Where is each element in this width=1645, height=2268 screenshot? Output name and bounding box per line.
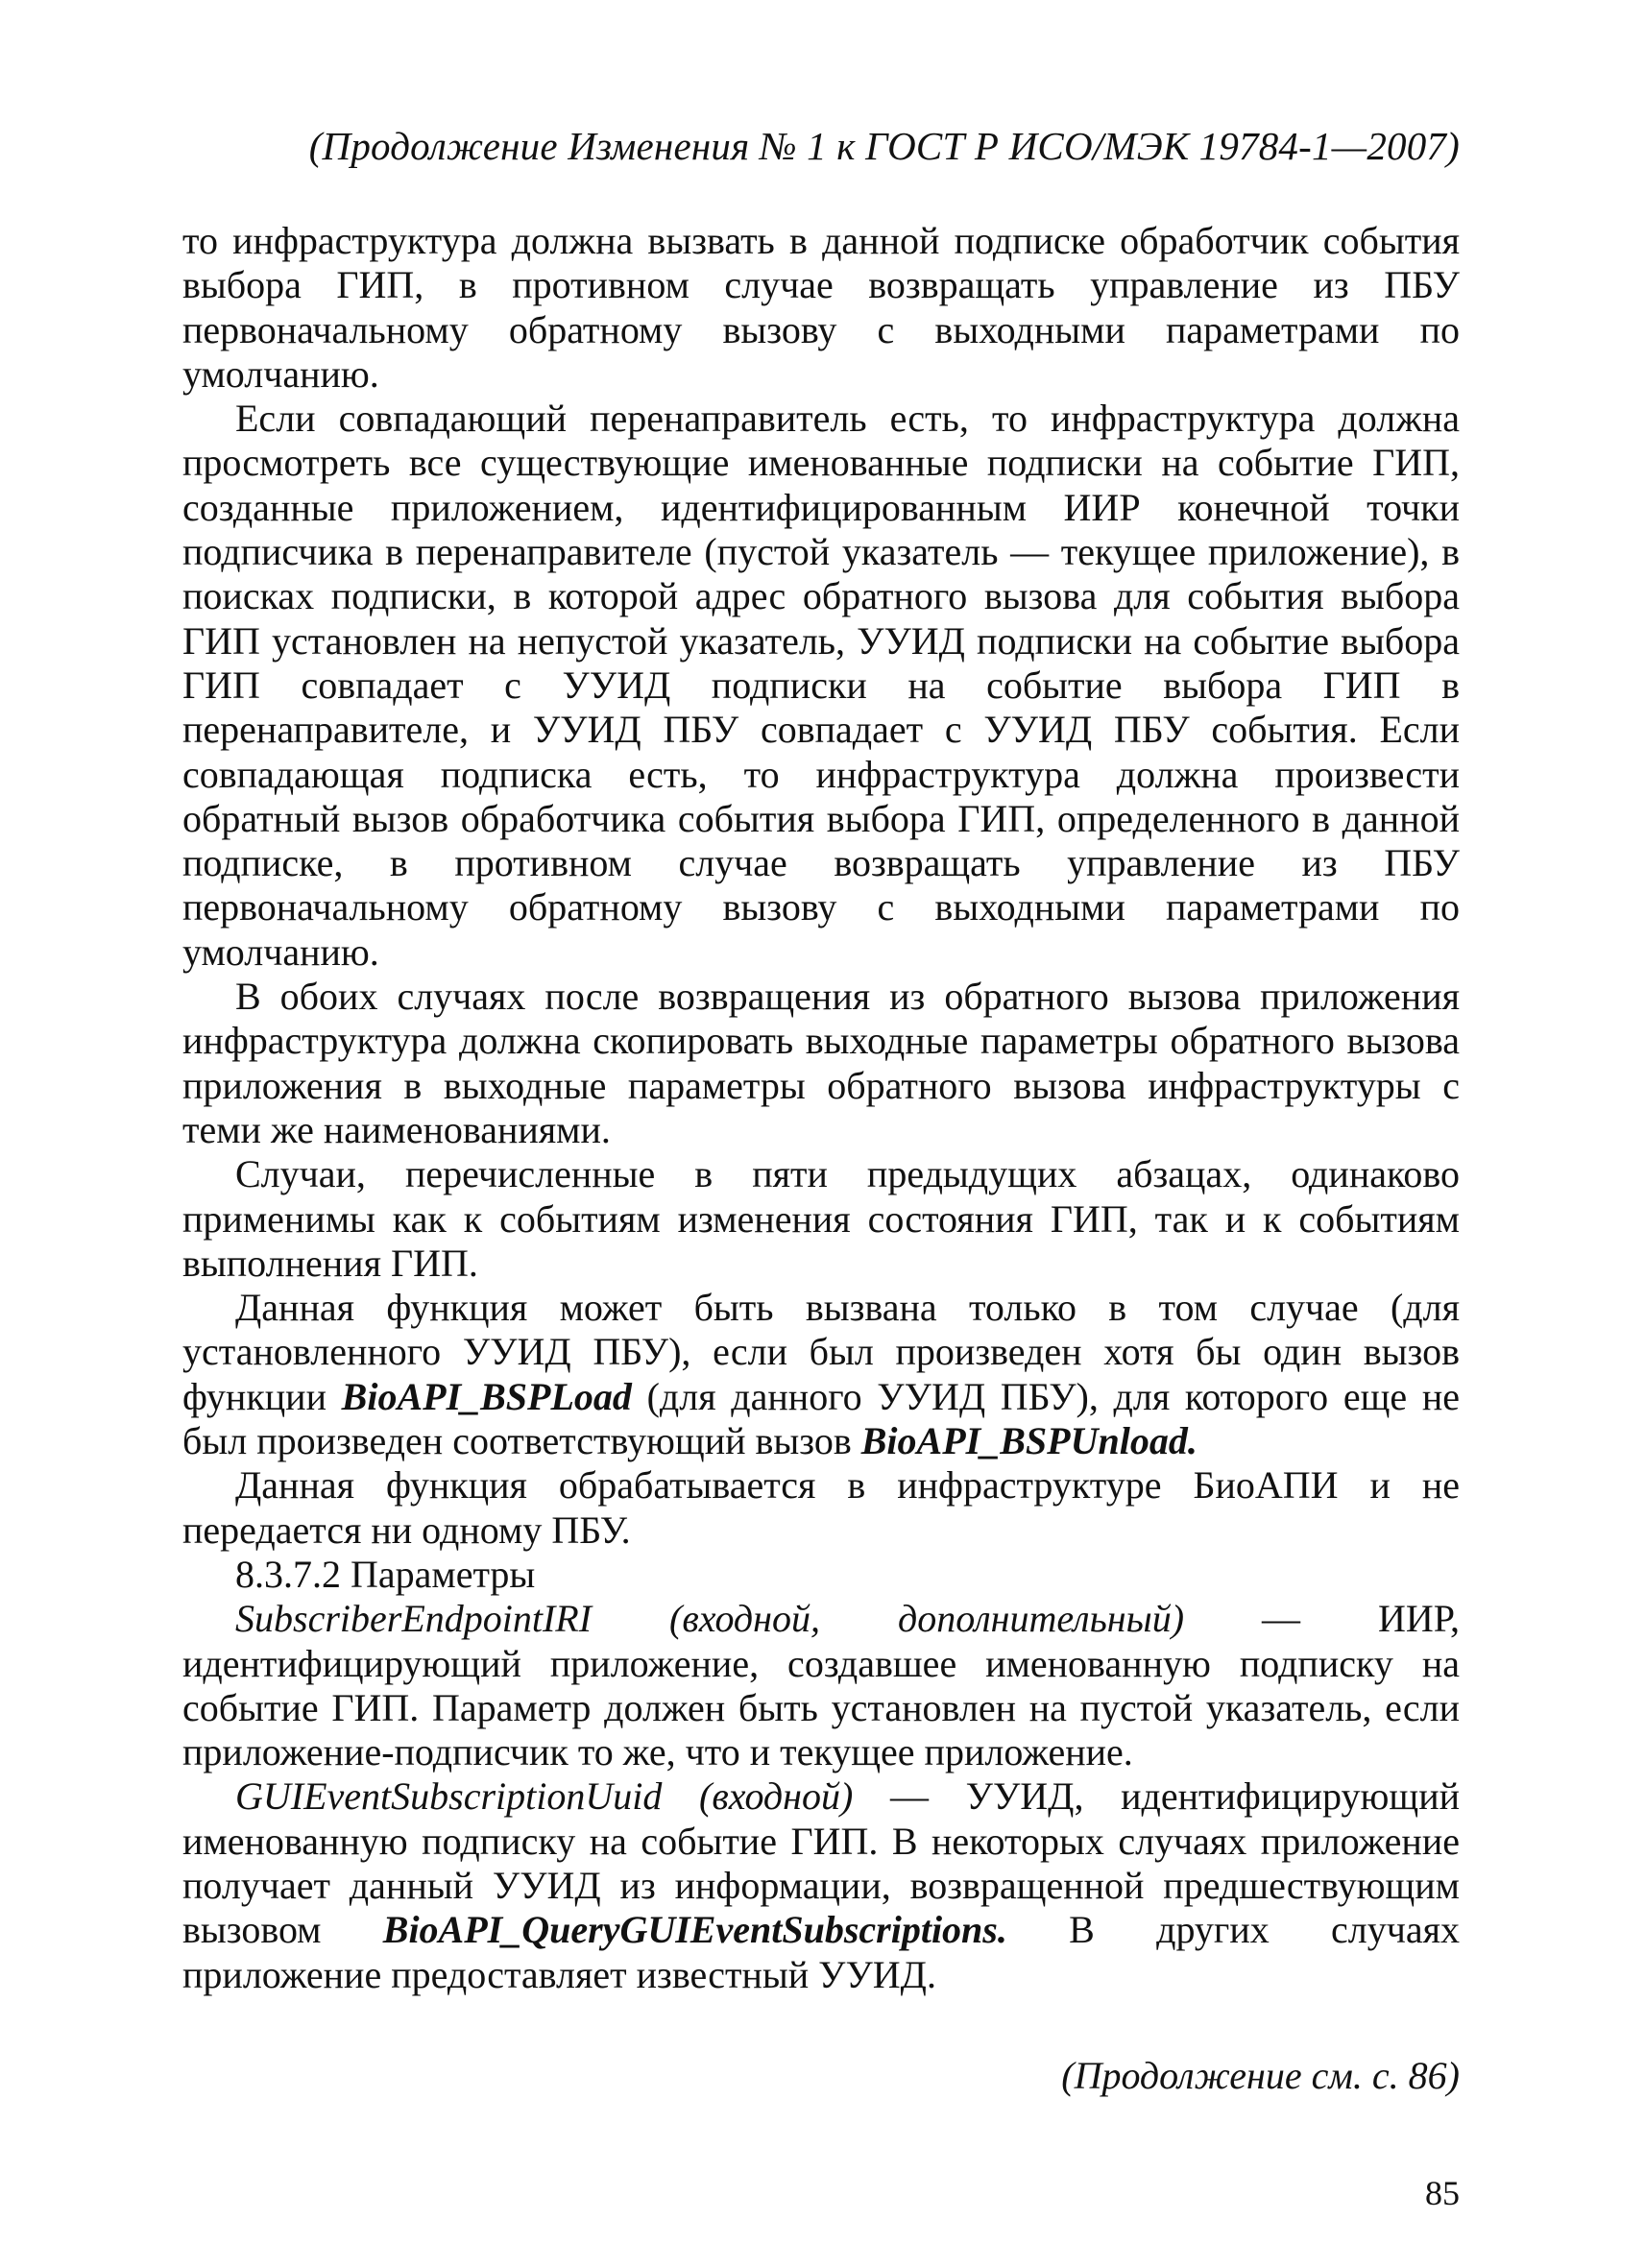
parameter-name-subscriber-endpoint: SubscriberEndpointIRI (входной, дополнительный)	[235, 1597, 1185, 1641]
parameter-subscription-uuid	[182, 1774, 1460, 1996]
function-name-bsp-load: BioAPI_BSPLoad	[341, 1374, 632, 1418]
running-header: (Продолжение Изменения № 1 к ГОСТ Р ИСО/МЭК 19784-1—2007)	[308, 124, 1460, 168]
paragraph-3: В обоих случаях после возвращения из обратного вызова приложения инфраструктура должна скопировать выходные параметры обратного вызова приложения в выходные параметры обратного вызова инфраструктуры с теми же наименованиями.	[182, 975, 1460, 1151]
paragraph-5-text-a: Данная функция может быть вызвана только в том случае (для установленного УУИД ПБУ), если был произведен хотя бы один вызов функции	[182, 1286, 1460, 1418]
parameter-description-subscription-uuid-a: — УУИД, идентифицирующий именованную подписку на событие ГИП. В некоторых случаях приложение получает данный УУИД из информации, возвращенной предшествующим вызовом	[182, 1774, 1460, 1952]
parameter-subscriber-endpoint	[182, 1597, 1460, 1774]
paragraph-1: то инфраструктура должна вызвать в данной подписке обработчик события выбора ГИП, в противном случае возвращать управление из ПБУ первоначальному обратному вызову с выходными параметрами по умолчанию.	[182, 219, 1460, 396]
parameter-description-subscription-uuid-b: В других случаях приложение предоставляет известный УУИД.	[182, 1908, 1460, 1996]
section-heading: 8.3.7.2 Параметры	[235, 1552, 536, 1596]
page-number: 85	[1425, 2174, 1460, 2212]
paragraph-4: Случаи, перечисленные в пяти предыдущих абзацах, одинаково применимы как к событиям изменения состояния ГИП, так и к событиям выполнения ГИП.	[182, 1152, 1460, 1285]
function-name-query-subscriptions: BioAPI_QueryGUIEventSubscriptions.	[382, 1908, 1007, 1952]
paragraph-6: Данная функция обрабатывается в инфраструктуре БиоАПИ и не передается ни одному ПБУ.	[182, 1463, 1460, 1552]
paragraph-5	[182, 1286, 1460, 1463]
document-body	[182, 219, 1460, 1997]
paragraph-2: Если совпадающий перенаправитель есть, то инфраструктура должна просмотреть все существующие именованные подписки на событие ГИП, созданные приложением, идентифицированным ИИР конечной точки подписчика в перенаправителе (пустой указатель — текущее приложение), в поисках подписки, в которой адрес обратного вызова для события выбора ГИП установлен на непустой указатель, УУИД подписки на событие выбора ГИП совпадает с УУИД подписки на событие выбора ГИП в перенаправителе, и УУИД ПБУ совпадает с УУИД ПБУ события. Если совпадающая подписка есть, то инфраструктура должна произвести обратный вызов обработчика события выбора ГИП, определенного в данной подписке, в противном случае возвращать управление из ПБУ первоначальному обратному вызову с выходными параметрами по умолчанию.	[182, 397, 1460, 974]
function-name-bsp-unload: BioAPI_BSPUnload.	[860, 1419, 1197, 1463]
paragraph-5-text-b: (для данного УУИД ПБУ), для которого еще не был произведен соответствующий вызов	[182, 1374, 1460, 1463]
parameter-name-subscription-uuid: GUIEventSubscriptionUuid (входной)	[235, 1774, 854, 1819]
parameter-description-subscriber-endpoint: — ИИР, идентифицирующий приложение, создавшее именованную подписку на событие ГИП. Параметр должен быть установлен на пустой указатель, если приложение-подписчик то же, что и текущее приложение.	[182, 1597, 1460, 1774]
continuation-note: (Продолжение см. с. 86)	[1061, 2054, 1460, 2097]
